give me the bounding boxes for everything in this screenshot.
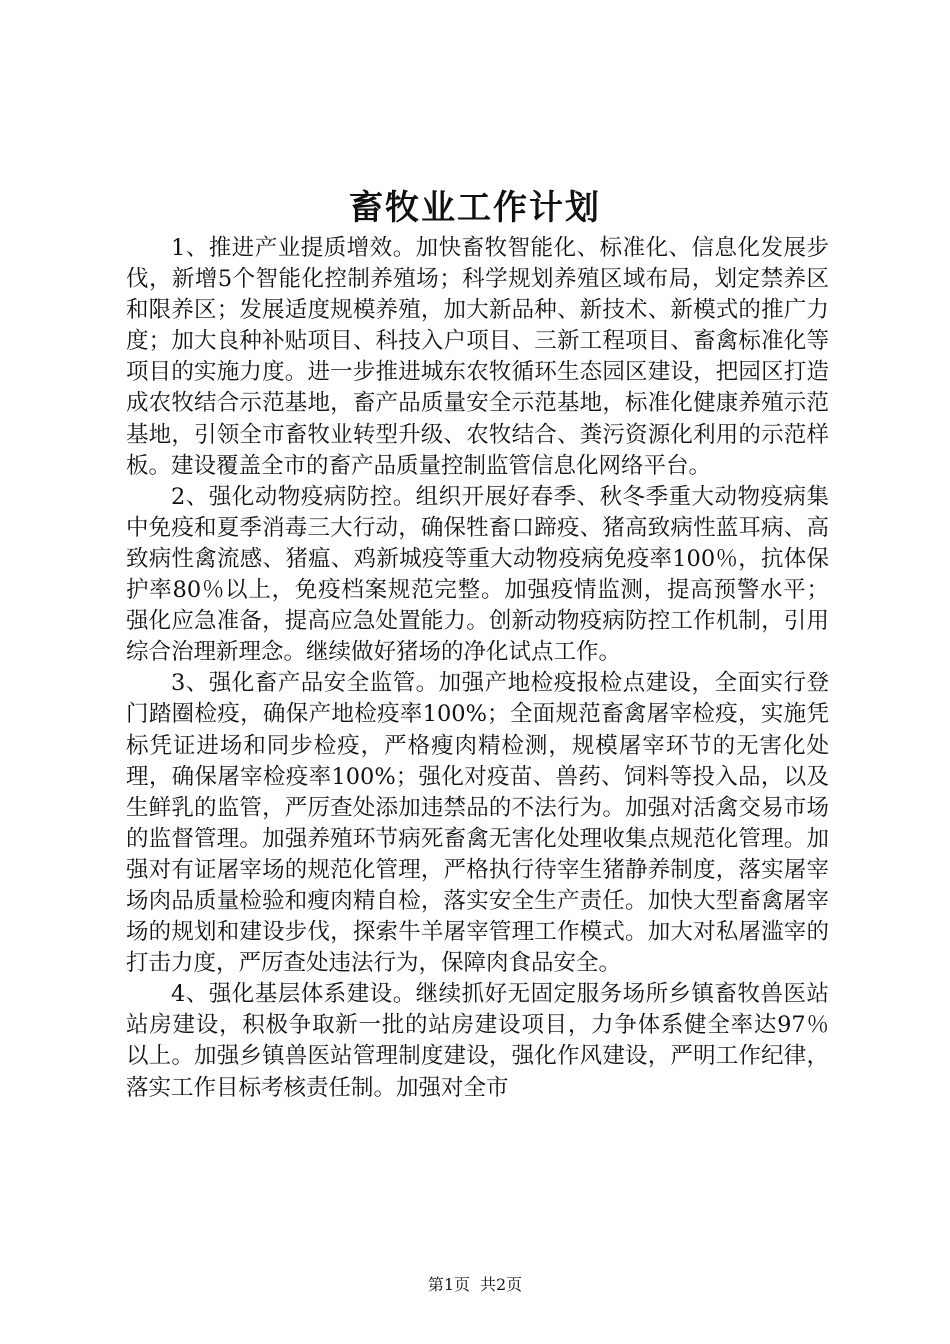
page-count: 共2页: [480, 1275, 523, 1294]
paragraph-3: 3、强化畜产品安全监管。加强产地检疫报检点建设，全面实行登门踏圈检疫，确保产地检疫率100%；全面规范畜禽屠宰检疫，实施凭标凭证进场和同步检疫，严格瘦肉精检测，规模屠宰环节的无害化处理，确保屠宰检疫率100%；强化对疫苗、兽药、饲料等投入品，以及生鲜乳的监管，严厉查处添加违禁品的不法行为。加强对活禽交易市场的监督管理。加强养殖环节病死畜禽无害化处理收集点规范化管理。加强对有证屠宰场的规范化管理，严格执行待宰生猪静养制度，落实屠宰场肉品质量检验和瘦肉精自检，落实安全生产责任。加快大型畜禽屠宰场的规划和建设步伐，探索牛羊屠宰管理工作模式。加大对私屠滥宰的打击力度，严厉查处违法行为，保障肉食品安全。: [126, 670, 829, 977]
page-number: 第1页: [427, 1275, 470, 1294]
paragraph-1: 1、推进产业提质增效。加快畜牧智能化、标准化、信息化发展步伐，新增5个智能化控制养殖场；科学规划养殖区域布局，划定禁养区和限养区；发展适度规模养殖，加大新品种、新技术、新模式的推广力度；加大良种补贴项目、科技入户项目、三新工程项目、畜禽标准化等项目的实施力度。进一步推进城东农牧循环生态园区建设，把园区打造成农牧结合示范基地，畜产品质量安全示范基地，标准化健康养殖示范基地，引领全市畜牧业转型升级、农牧结合、粪污资源化利用的示范样板。建设覆盖全市的畜产品质量控制监管信息化网络平台。: [126, 235, 829, 479]
document-title: 畜牧业工作计划: [349, 188, 601, 228]
document-body: [126, 233, 829, 1104]
paragraph-4: 4、强化基层体系建设。继续抓好无固定服务场所乡镇畜牧兽医站站房建设，积极争取新一批的站房建设项目，力争体系健全率达97％以上。加强乡镇兽医站管理制度建设，强化作风建设，严明工作纪律，落实工作目标考核责任制。加强对全市: [126, 981, 829, 1101]
paragraph-2: 2、强化动物疫病防控。组织开展好春季、秋冬季重大动物疫病集中免疫和夏季消毒三大行动，确保牲畜口蹄疫、猪高致病性蓝耳病、高致病性禽流感、猪瘟、鸡新城疫等重大动物疫病免疫率100％，抗体保护率80％以上，免疫档案规范完整。加强疫情监测，提高预警水平；强化应急准备，提高应急处置能力。创新动物疫病防控工作机制，引用综合治理新理念。继续做好猪场的净化试点工作。: [126, 483, 829, 666]
page-footer: [0, 1274, 950, 1296]
